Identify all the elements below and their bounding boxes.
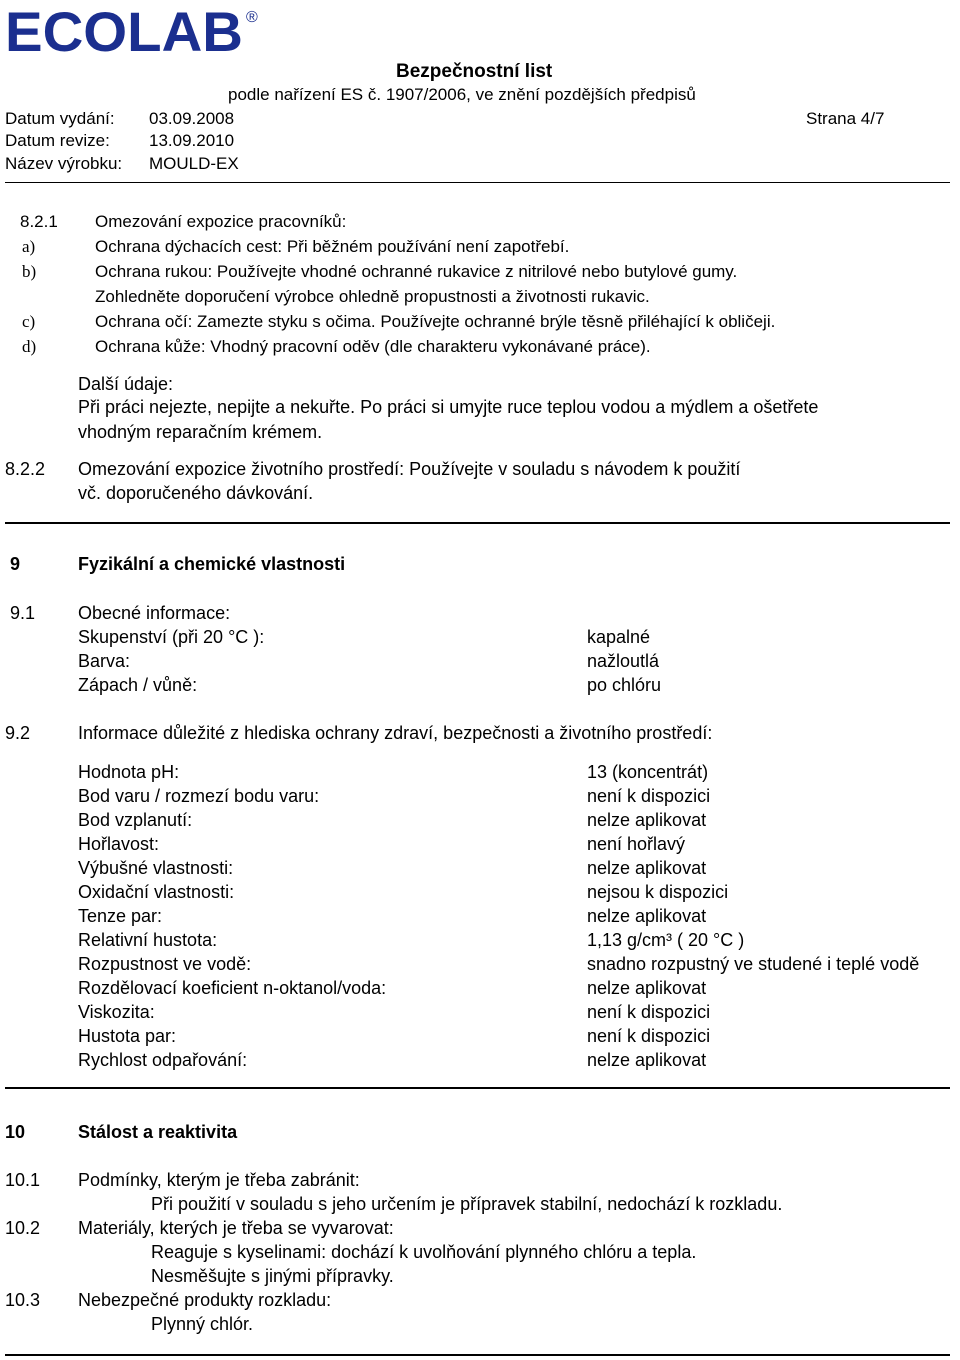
general-property-label: Zápach / vůně: <box>78 675 198 695</box>
general-property-value: kapalné <box>587 627 651 647</box>
section-8-2-2-text: Omezování expozice životního prostředí: Používejte v souladu s návodem k použití <box>78 459 741 479</box>
section-9-1-number: 9.1 <box>10 603 36 623</box>
product-name-label: Název výrobku: <box>5 154 123 173</box>
property-value: nejsou k dispozici <box>587 882 729 902</box>
item-c-marker: c) <box>22 312 36 331</box>
issue-date-label: Datum vydání: <box>5 109 115 128</box>
section-9-divider <box>5 1087 950 1089</box>
property-value: nelze aplikovat <box>587 810 707 830</box>
section-9-number: 9 <box>10 554 21 574</box>
section-10-2-title: Materiály, kterých je třeba se vyvarovat: <box>78 1218 394 1238</box>
header-divider <box>5 182 950 183</box>
product-name-value: MOULD-EX <box>149 154 239 173</box>
property-label: Bod vzplanutí: <box>78 810 193 830</box>
section-10-2-text-2: Nesměšujte s jinými přípravky. <box>151 1266 394 1286</box>
property-label: Výbušné vlastnosti: <box>78 858 234 878</box>
ecolab-logo <box>5 6 265 56</box>
section-9-2-number: 9.2 <box>5 723 31 743</box>
hand-protection-text-2: Zohledněte doporučení výrobce ohledně propustnosti a životnosti rukavic. <box>95 287 650 306</box>
property-label: Rozdělovací koeficient n-oktanol/voda: <box>78 978 387 998</box>
section-8-2-2-text-2: vč. doporučeného dávkování. <box>78 483 314 503</box>
section-8-2-1-number: 8.2.1 <box>20 212 58 231</box>
section-10-3-title: Nebezpečné produkty rozkladu: <box>78 1290 332 1310</box>
property-value: nelze aplikovat <box>587 858 707 878</box>
property-value: není k dispozici <box>587 1002 711 1022</box>
property-label: Rychlost odpařování: <box>78 1050 248 1070</box>
document-subtitle: podle nařízení ES č. 1907/2006, ve znění pozdějších předpisů <box>228 85 696 104</box>
property-label: Bod varu / rozmezí bodu varu: <box>78 786 320 806</box>
property-value: není k dispozici <box>587 786 711 806</box>
property-value: nelze aplikovat <box>587 1050 707 1070</box>
section-10-divider <box>5 1354 950 1356</box>
revision-date-label: Datum revize: <box>5 131 110 150</box>
additional-info-label: Další údaje: <box>78 374 174 394</box>
logo-wordmark: ECOLAB <box>5 6 243 56</box>
general-property-label: Barva: <box>78 651 131 671</box>
section-10-2-text: Reaguje s kyselinami: dochází k uvolňování plynného chlóru a tepla. <box>151 1242 697 1262</box>
issue-date-value: 03.09.2008 <box>149 109 235 128</box>
section-10-3-number: 10.3 <box>5 1290 41 1310</box>
revision-date-value: 13.09.2010 <box>149 131 235 150</box>
property-label: Rozpustnost ve vodě: <box>78 954 252 974</box>
item-a-marker: a) <box>22 237 36 256</box>
property-value: není hořlavý <box>587 834 686 854</box>
property-label: Hustota par: <box>78 1026 177 1046</box>
item-d-marker: d) <box>22 337 37 356</box>
eye-protection-text: Ochrana očí: Zamezte styku s očima. Používejte ochranné brýle těsně přiléhající k obličeji. <box>95 312 776 331</box>
property-value: snadno rozpustný ve studené i teplé vodě <box>587 954 920 974</box>
section-8-divider <box>5 522 950 524</box>
section-9-2-title: Informace důležité z hlediska ochrany zdraví, bezpečnosti a životního prostředí: <box>78 723 713 743</box>
general-property-value: nažloutlá <box>587 651 660 671</box>
property-label: Viskozita: <box>78 1002 155 1022</box>
section-10-title: Stálost a reaktivita <box>78 1122 238 1142</box>
general-property-label: Skupenství (při 20 °C ): <box>78 627 265 647</box>
item-b-marker: b) <box>22 262 37 281</box>
property-value: nelze aplikovat <box>587 978 707 998</box>
section-10-3-text: Plynný chlór. <box>151 1314 254 1334</box>
section-8-2-1-title: Omezování expozice pracovníků: <box>95 212 347 231</box>
property-label: Hodnota pH: <box>78 762 180 782</box>
document-title: Bezpečnostní list <box>396 61 553 82</box>
section-10-1-text: Při použití v souladu s jeho určením je přípravek stabilní, nedochází k rozkladu. <box>151 1194 783 1214</box>
general-property-value: po chlóru <box>587 675 662 695</box>
respiratory-protection-text: Ochrana dýchacích cest: Při běžném používání není zapotřebí. <box>95 237 570 256</box>
section-10-1-title: Podmínky, kterým je třeba zabránit: <box>78 1170 360 1190</box>
section-10-2-number: 10.2 <box>5 1218 41 1238</box>
hand-protection-text: Ochrana rukou: Používejte vhodné ochranné rukavice z nitrilové nebo butylové gumy. <box>95 262 738 281</box>
property-label: Hořlavost: <box>78 834 160 854</box>
property-label: Oxidační vlastnosti: <box>78 882 235 902</box>
section-8-2-2-number: 8.2.2 <box>5 459 46 479</box>
section-10-1-number: 10.1 <box>5 1170 41 1190</box>
additional-info-text: Při práci nejezte, nepijte a nekuřte. Po práci si umyjte ruce teplou vodou a mýdlem a ošetřete <box>78 397 819 417</box>
property-value: nelze aplikovat <box>587 906 707 926</box>
additional-info-text-2: vhodným reparačním krémem. <box>78 422 323 442</box>
section-10-number: 10 <box>5 1122 26 1142</box>
property-value: není k dispozici <box>587 1026 711 1046</box>
page-number: Strana 4/7 <box>806 109 885 128</box>
property-value: 13 (koncentrát) <box>587 762 709 782</box>
skin-protection-text: Ochrana kůže: Vhodný pracovní oděv (dle charakteru vykonávané práce). <box>95 337 651 356</box>
section-9-1-title: Obecné informace: <box>78 603 231 623</box>
section-9-title: Fyzikální a chemické vlastnosti <box>78 554 346 574</box>
registered-mark: ® <box>246 9 258 26</box>
property-label: Tenze par: <box>78 906 163 926</box>
property-label: Relativní hustota: <box>78 930 218 950</box>
property-value: 1,13 g/cm³ ( 20 °C ) <box>587 930 745 950</box>
